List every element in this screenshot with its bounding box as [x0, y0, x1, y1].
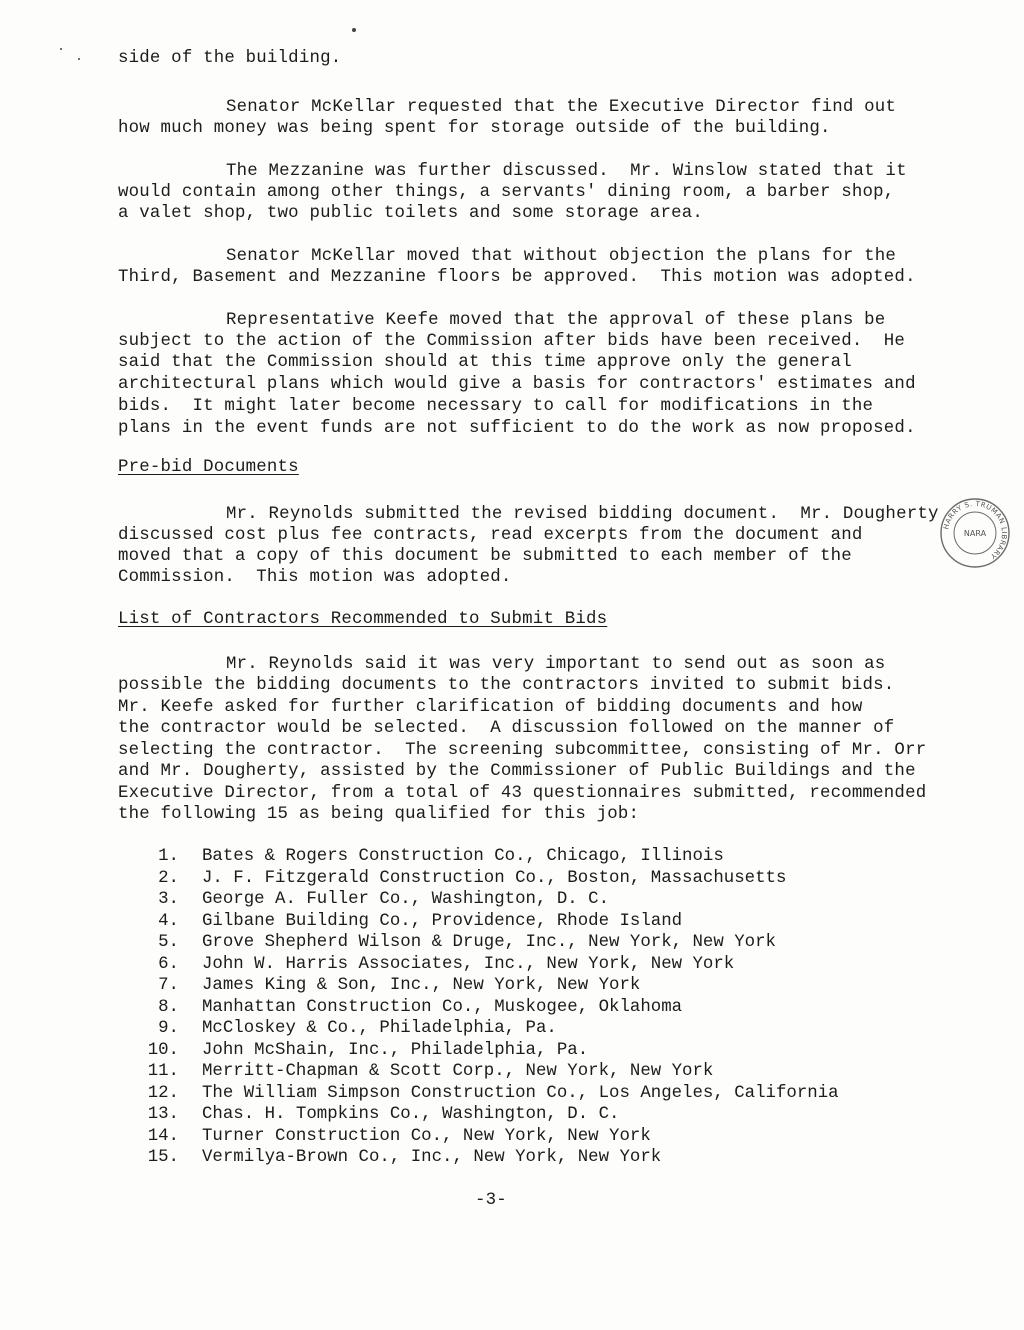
library-stamp-seal	[938, 496, 1012, 570]
text-line: Third, Basement and Mezzanine floors be approved. This motion was adopted.	[118, 268, 916, 287]
text-line: Mr. Keefe asked for further clarification of bidding documents and how	[118, 698, 863, 717]
list-number: 13.	[147, 1105, 179, 1124]
list-number: 6.	[158, 955, 179, 974]
list-item: John McShain, Inc., Philadelphia, Pa.	[202, 1041, 589, 1060]
text-line: Representative Keefe moved that the approval of these plans be	[226, 311, 886, 330]
list-item: Turner Construction Co., New York, New York	[202, 1127, 651, 1146]
text-line: Senator McKellar requested that the Executive Director find out	[226, 98, 897, 117]
text-line: The Mezzanine was further discussed. Mr. Winslow stated that it	[226, 162, 907, 181]
list-item: The William Simpson Construction Co., Los Angeles, California	[202, 1084, 839, 1103]
list-number: 14.	[147, 1127, 179, 1146]
page-number: -3-	[475, 1191, 507, 1210]
list-number: 4.	[158, 912, 179, 931]
text-line: Commission. This motion was adopted.	[118, 568, 512, 587]
list-number: 15.	[147, 1148, 179, 1167]
list-item: James King & Son, Inc., New York, New York	[202, 976, 641, 995]
text-line: architectural plans which would give a basis for contractors' estimates and	[118, 375, 916, 394]
list-number: 1.	[158, 847, 179, 866]
list-number: 12.	[147, 1084, 179, 1103]
text-line: moved that a copy of this document be submitted to each member of the	[118, 547, 852, 566]
text-line: side of the building.	[118, 49, 342, 68]
list-item: George A. Fuller Co., Washington, D. C.	[202, 890, 610, 909]
list-number: 5.	[158, 933, 179, 952]
list-number: 2.	[158, 869, 179, 888]
list-item: McCloskey & Co., Philadelphia, Pa.	[202, 1019, 557, 1038]
list-number: 3.	[158, 890, 179, 909]
seal-icon	[938, 496, 1012, 570]
text-line: Mr. Reynolds said it was very important to send out as soon as	[226, 655, 886, 674]
list-item: Chas. H. Tompkins Co., Washington, D. C.	[202, 1105, 620, 1124]
list-item: Merritt-Chapman & Scott Corp., New York, New York	[202, 1062, 714, 1081]
text-line: subject to the action of the Commission after bids have been received. He	[118, 332, 906, 351]
list-number: 11.	[147, 1062, 179, 1081]
text-line: Executive Director, from a total of 43 questionnaires submitted, recommended	[118, 784, 927, 803]
text-line: a valet shop, two public toilets and some storage area.	[118, 204, 703, 223]
list-item: Vermilya-Brown Co., Inc., New York, New York	[202, 1148, 662, 1167]
text-line: possible the bidding documents to the contractors invited to submit bids.	[118, 676, 895, 695]
text-line: how much money was being spent for storage outside of the building.	[118, 119, 831, 138]
list-item: Gilbane Building Co., Providence, Rhode Island	[202, 912, 683, 931]
list-number: 10.	[147, 1041, 179, 1060]
list-item: Grove Shepherd Wilson & Druge, Inc., New York, New York	[202, 933, 776, 952]
text-line: Senator McKellar moved that without objection the plans for the	[226, 247, 897, 266]
text-line: the following 15 as being qualified for this job:	[118, 805, 640, 824]
ink-speck	[60, 48, 62, 50]
ink-speck	[352, 28, 356, 32]
text-line: selecting the contractor. The screening subcommittee, consisting of Mr. Orr	[118, 741, 927, 760]
text-line: plans in the event funds are not sufficient to do the work as now proposed.	[118, 419, 916, 438]
list-item: John W. Harris Associates, Inc., New York, New York	[202, 955, 735, 974]
list-number: 8.	[158, 998, 179, 1017]
list-item: Bates & Rogers Construction Co., Chicago, Illinois	[202, 847, 724, 866]
section-heading-pre-bid-documents: Pre-bid Documents	[118, 458, 299, 477]
text-line: would contain among other things, a servants' dining room, a barber shop,	[118, 183, 895, 202]
list-number: 9.	[158, 1019, 179, 1038]
text-line: Mr. Reynolds submitted the revised bidding document. Mr. Dougherty	[226, 505, 939, 524]
text-line: bids. It might later become necessary to call for modifications in the	[118, 397, 874, 416]
text-line: the contractor would be selected. A discussion followed on the manner of	[118, 719, 895, 738]
list-number: 7.	[158, 976, 179, 995]
text-line: discussed cost plus fee contracts, read excerpts from the document and	[118, 526, 863, 545]
svg-text:HARRY S. TRUMAN LIBRARY: HARRY S. TRUMAN LIBRARY	[942, 499, 1009, 561]
list-item: J. F. Fitzgerald Construction Co., Boston, Massachusetts	[202, 869, 787, 888]
ink-speck	[78, 58, 80, 60]
section-heading-contractors-list: List of Contractors Recommended to Submit Bids	[118, 610, 608, 629]
text-line: said that the Commission should at this time approve only the general	[118, 353, 852, 372]
list-item: Manhattan Construction Co., Muskogee, Oklahoma	[202, 998, 683, 1017]
text-line: and Mr. Dougherty, assisted by the Commissioner of Public Buildings and the	[118, 762, 916, 781]
svg-text:NARA: NARA	[963, 529, 987, 538]
